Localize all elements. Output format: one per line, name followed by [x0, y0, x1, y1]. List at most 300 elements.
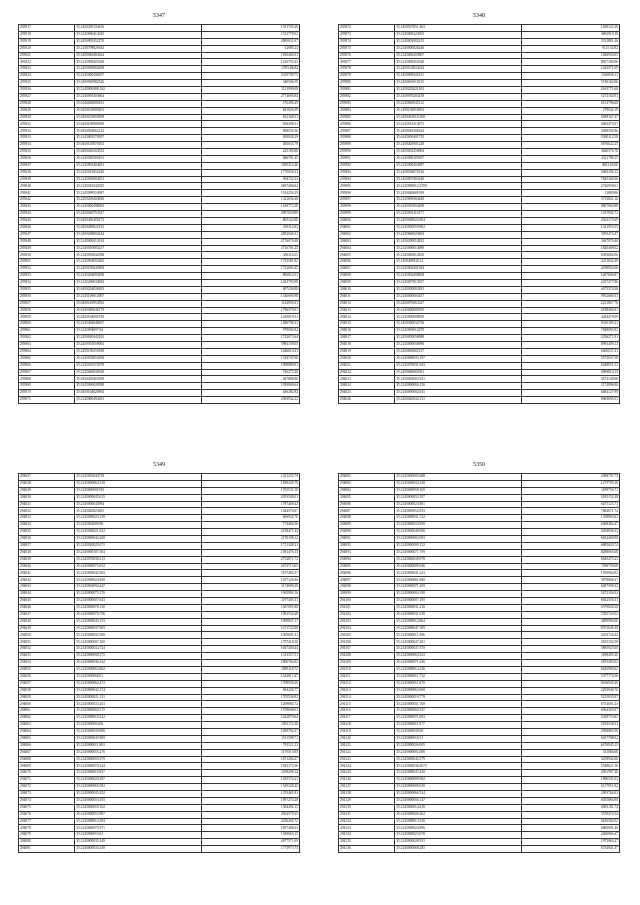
coordinate-cell: 35.2145000071.003: [395, 715, 521, 722]
value-cell: 1044570.67: [201, 508, 299, 515]
table-row: [19, 604, 300, 611]
table-row: [19, 355, 300, 362]
table-row: [19, 45, 300, 52]
table-row: [19, 494, 300, 501]
coordinate-cell: 35.2145000494301: [75, 397, 201, 404]
coordinate-cell: 35.2450020044.131: [395, 397, 521, 404]
value-cell: 5272102.01: [521, 93, 619, 100]
table-row: [19, 515, 300, 522]
value-cell: 1050112.46: [201, 162, 299, 169]
coordinate-cell: 35.2145000453097: [395, 162, 521, 169]
coordinate-cell: 35.2145000020246: [395, 45, 521, 52]
value-cell: 12985.24: [201, 45, 299, 52]
row-id-cell: 293939: [19, 176, 75, 183]
value-cell: 1909847.17: [201, 618, 299, 625]
coordinate-cell: 35.2145000050.162: [75, 804, 201, 811]
row-id-cell: 293973: [339, 31, 395, 38]
coordinate-cell: 35.2145000060.515: [75, 708, 201, 715]
value-cell: 1511598.71: [201, 735, 299, 742]
row-id-cell: 293960: [19, 321, 75, 328]
row-id-cell: 294091: [339, 536, 395, 543]
row-id-cell: 294037: [19, 542, 75, 549]
row-id-cell: 293947: [19, 231, 75, 238]
table-row: [19, 818, 300, 825]
coordinate-cell: 35.1450040601059: [395, 190, 521, 197]
row-id-cell: 294053: [19, 653, 75, 660]
value-cell: 1787469.42: [201, 501, 299, 508]
row-id-cell: 294102: [339, 611, 395, 618]
table-row: [339, 266, 620, 273]
table-row: [19, 59, 300, 66]
value-cell: 841926.59: [201, 107, 299, 114]
coordinate-cell: 35.2145002082415: [395, 38, 521, 45]
value-cell: 6379828.38: [521, 604, 619, 611]
table-row: [19, 811, 300, 818]
row-id-cell: 293968: [19, 376, 75, 383]
coordinate-cell: 35.2145000024.896: [395, 825, 521, 832]
value-cell: 1578848.03: [201, 708, 299, 715]
value-cell: 7645160.38: [521, 176, 619, 183]
table-row: [339, 183, 620, 190]
row-id-cell: 294096: [339, 570, 395, 577]
row-id-cell: 293993: [339, 169, 395, 176]
row-id-cell: 293958: [19, 307, 75, 314]
table-row: [19, 217, 300, 224]
row-id-cell: 294128: [339, 790, 395, 797]
coordinate-cell: 35.2145000004.06: [75, 722, 201, 729]
value-cell: 4443479.09: [521, 314, 619, 321]
row-id-cell: 294047: [19, 611, 75, 618]
table-row: [339, 515, 620, 522]
value-cell: 1546956.11: [521, 73, 619, 80]
value-cell: 5578474.54: [521, 811, 619, 818]
row-id-cell: 293935: [19, 149, 75, 156]
row-id-cell: 293933: [19, 135, 75, 142]
coordinate-cell: 35.2145000032.569: [75, 632, 201, 639]
coordinate-cell: 35.2145000030.906: [75, 728, 201, 735]
table-row: [19, 245, 300, 252]
table-row: [339, 293, 620, 300]
value-cell: 2852046.31: [201, 231, 299, 238]
coordinate-cell: 35.2145095403604: [75, 93, 201, 100]
table-row: [339, 756, 620, 763]
row-id-cell: 294126: [339, 777, 395, 784]
table-row: [339, 763, 620, 770]
coordinate-cell: 35.2145000324503: [395, 31, 521, 38]
coordinate-cell: 35.2145000033.249: [75, 846, 201, 853]
row-id-cell: 294072: [19, 784, 75, 791]
coordinate-cell: 35.2145000003457: [395, 293, 521, 300]
value-cell: 1770050.31: [201, 169, 299, 176]
coordinate-cell: 35.2145000013.336: [395, 818, 521, 825]
row-id-cell: 294007: [339, 266, 395, 273]
row-id-cell: 294045: [19, 598, 75, 605]
value-cell: 5573047.58: [521, 355, 619, 362]
table-row: [339, 825, 620, 832]
table-row: [19, 162, 300, 169]
value-cell: 1091172.38: [201, 722, 299, 729]
value-cell: 1722073.64: [201, 335, 299, 342]
row-id-cell: 293926: [19, 87, 75, 94]
value-cell: 1023971.09: [521, 66, 619, 73]
value-cell: 2583932.22: [201, 397, 299, 404]
row-id-cell: 293983: [339, 100, 395, 107]
table-row: [19, 362, 300, 369]
coordinate-cell: 35.2145000011.496: [395, 632, 521, 639]
row-id-cell: 294092: [339, 542, 395, 549]
table-row: [339, 390, 620, 397]
value-cell: 2176070.48: [201, 238, 299, 245]
coordinate-cell: 35.2145000002.041: [395, 390, 521, 397]
coordinate-cell: 35.2145000002.093: [395, 536, 521, 543]
value-cell: 1364492.15: [201, 804, 299, 811]
row-id-cell: 293995: [339, 183, 395, 190]
value-cell: 2158471.44: [201, 529, 299, 536]
coordinate-cell: 35.2145000045112: [395, 100, 521, 107]
table-row: [339, 784, 620, 791]
table-row: [19, 625, 300, 632]
table-row: [19, 735, 300, 742]
table-row: [339, 832, 620, 839]
row-id-cell: 294006: [339, 259, 395, 266]
table-row: [19, 73, 300, 80]
table-row: [19, 480, 300, 487]
value-cell: 1810469.51: [201, 52, 299, 59]
row-id-cell: 294135: [339, 839, 395, 846]
table-row: [339, 45, 620, 52]
table-row: [339, 59, 620, 66]
row-id-cell: 294119: [339, 728, 395, 735]
value-cell: 1914256.29: [201, 190, 299, 197]
table-row: [19, 536, 300, 543]
table-row: [339, 107, 620, 114]
table-row: [19, 639, 300, 646]
value-cell: 6487598.23: [521, 584, 619, 591]
table-row: [339, 556, 620, 563]
table-row: [339, 31, 620, 38]
row-id-cell: 294009: [339, 279, 395, 286]
row-id-cell: 293963: [19, 341, 75, 348]
value-cell: 2716701.25: [201, 245, 299, 252]
row-id-cell: 294118: [339, 722, 395, 729]
coordinate-cell: 35.2145003044718: [75, 474, 201, 481]
coordinate-cell: 35.2145000001925: [75, 487, 201, 494]
value-cell: 1650122.28: [521, 25, 619, 32]
value-cell: 6885629.74: [521, 542, 619, 549]
row-id-cell: 293918: [19, 31, 75, 38]
value-cell: 456282.82: [201, 390, 299, 397]
coordinate-cell: 35.3450040484364: [75, 52, 201, 59]
row-id-cell: 294131: [339, 811, 395, 818]
value-cell: 267888.90: [201, 376, 299, 383]
row-id-cell: 294132: [339, 818, 395, 825]
value-cell: 9310185.21: [521, 321, 619, 328]
coordinate-cell: 35.2145000031.722: [395, 515, 521, 522]
row-id-cell: 294026: [339, 397, 395, 404]
coordinate-cell: 35.2145000012.394: [75, 818, 201, 825]
coordinate-cell: 35.0450109908399: [75, 121, 201, 128]
coordinate-cell: 35.1450300032730: [395, 321, 521, 328]
coordinate-cell: 35.0450149054592: [75, 300, 201, 307]
row-id-cell: 294100: [339, 598, 395, 605]
table-row: [19, 197, 300, 204]
coordinate-cell: 35.2145048038549: [75, 369, 201, 376]
coordinate-cell: 35.2145030042588: [75, 252, 201, 259]
value-cell: 4198952.66: [521, 266, 619, 273]
value-cell: 485633.79: [201, 142, 299, 149]
row-id-cell: 294107: [339, 646, 395, 653]
row-id-cell: 294089: [339, 522, 395, 529]
table-row: [19, 549, 300, 556]
value-cell: 1339663.15: [201, 832, 299, 839]
table-row: [339, 217, 620, 224]
value-cell: 6457788.02: [521, 735, 619, 742]
row-id-cell: 293951: [19, 259, 75, 266]
table-row: [339, 121, 620, 128]
value-cell: 1321953.55: [521, 224, 619, 231]
coordinate-cell: 35.2145000412014: [75, 238, 201, 245]
value-cell: 5319799.75: [201, 73, 299, 80]
row-id-cell: 293934: [19, 142, 75, 149]
value-cell: 1174009.29: [201, 584, 299, 591]
row-id-cell: 294042: [19, 577, 75, 584]
row-id-cell: 294071: [19, 777, 75, 784]
coordinate-cell: 35.2145000052.197: [395, 494, 521, 501]
row-id-cell: 294087: [339, 508, 395, 515]
table-row: [19, 501, 300, 508]
table-row: [19, 832, 300, 839]
row-id-cell: 293977: [339, 59, 395, 66]
value-cell: 1705536.92: [201, 694, 299, 701]
value-cell: 1858445.79: [201, 480, 299, 487]
row-id-cell: 294088: [339, 515, 395, 522]
value-cell: 1174996.80: [521, 383, 619, 390]
coordinate-cell: 35.2145000031.918: [395, 611, 521, 618]
row-id-cell: 294005: [339, 252, 395, 259]
coordinate-cell: 35.2145000035.197: [395, 355, 521, 362]
row-id-cell: 293959: [19, 314, 75, 321]
table-row: [19, 369, 300, 376]
value-cell: 1358963.63: [521, 515, 619, 522]
row-id-cell: 293944: [19, 211, 75, 218]
row-id-cell: 294080: [19, 839, 75, 846]
row-id-cell: 293925: [19, 80, 75, 87]
value-cell: 2231867.76: [521, 300, 619, 307]
row-id-cell: 294112: [339, 680, 395, 687]
table-row: [339, 839, 620, 846]
table-row: [339, 128, 620, 135]
table-row: [339, 625, 620, 632]
table-row: [339, 529, 620, 536]
document-page-1: [18, 10, 300, 447]
table-row: [19, 224, 300, 231]
value-cell: 1467666.87: [521, 273, 619, 280]
table-row: [339, 190, 620, 197]
table-row: [19, 825, 300, 832]
coordinate-cell: 35.0450103900201: [75, 107, 201, 114]
table-row: [19, 204, 300, 211]
table-row: [339, 818, 620, 825]
row-id-cell: 293998: [339, 204, 395, 211]
table-row: [19, 708, 300, 715]
table-row: [19, 183, 300, 190]
table-row: [19, 784, 300, 791]
row-id-cell: 294014: [339, 314, 395, 321]
value-cell: 1336690.98: [201, 293, 299, 300]
coordinate-cell: 35.2450070063347: [395, 300, 521, 307]
value-cell: 1045175.36: [201, 763, 299, 770]
table-row: [339, 197, 620, 204]
row-id-cell: 294105: [339, 632, 395, 639]
row-id-cell: 294018: [339, 341, 395, 348]
coordinate-cell: 35.2145000034.990: [395, 522, 521, 529]
coordinate-cell: 35.2145000037.083: [75, 625, 201, 632]
value-cell: 2098797.75: [521, 474, 619, 481]
coordinate-cell: 35.2145009304449: [395, 197, 521, 204]
row-id-cell: 294056: [19, 673, 75, 680]
table-row: [19, 169, 300, 176]
coordinate-cell: 35.2145000010.532: [75, 715, 201, 722]
table-row: [19, 653, 300, 660]
row-id-cell: 293967: [19, 369, 75, 376]
row-id-cell: 294068: [19, 756, 75, 763]
table-row: [19, 293, 300, 300]
row-id-cell: 294095: [339, 563, 395, 570]
value-cell: 1455172.21: [201, 777, 299, 784]
table-row: [19, 279, 300, 286]
value-cell: 3878806.37: [521, 577, 619, 584]
coordinate-cell: 35.2450501059003: [75, 341, 201, 348]
value-cell: 1708939.26: [201, 680, 299, 687]
row-id-cell: 293982: [339, 93, 395, 100]
row-id-cell: 293966: [19, 362, 75, 369]
table-row: [19, 52, 300, 59]
coordinate-cell: 35.0450040204552: [75, 149, 201, 156]
row-id-cell: 294069: [19, 763, 75, 770]
coordinate-cell: 35.2145000024.958: [75, 577, 201, 584]
coordinate-cell: 35.2450020753327: [75, 211, 201, 218]
table-row: [19, 660, 300, 667]
table-row: [339, 149, 620, 156]
coordinate-cell: 35.1450009345411: [395, 73, 521, 80]
row-id-cell: 293946: [19, 224, 75, 231]
table-row: [19, 176, 300, 183]
table-row: [339, 536, 620, 543]
row-id-cell: 294060: [19, 701, 75, 708]
table-row: [339, 93, 620, 100]
row-id-cell: 294083: [339, 480, 395, 487]
value-cell: 356114.55: [201, 252, 299, 259]
value-cell: 8993409.12: [521, 341, 619, 348]
value-cell: 2257477.86: [521, 279, 619, 286]
row-id-cell: 294040: [19, 563, 75, 570]
row-id-cell: 293940: [19, 183, 75, 190]
value-cell: 5733821.16: [521, 197, 619, 204]
table-row: [339, 666, 620, 673]
table-row: [19, 673, 300, 680]
value-cell: 1019747.66: [201, 355, 299, 362]
row-id-cell: 294024: [339, 383, 395, 390]
table-row: [19, 728, 300, 735]
coordinate-cell: 35.2145000042.208: [75, 536, 201, 543]
row-id-cell: 293991: [339, 155, 395, 162]
row-id-cell: 294077: [19, 818, 75, 825]
row-id-cell: 293980: [339, 80, 395, 87]
table-row: [339, 100, 620, 107]
row-id-cell: 294063: [19, 722, 75, 729]
row-id-cell: 294078: [19, 825, 75, 832]
coordinate-cell: 35.2145909205160: [75, 59, 201, 66]
coordinate-cell: 35.2145000060.547: [395, 708, 521, 715]
table-row: [339, 369, 620, 376]
value-cell: 3572138.68: [521, 376, 619, 383]
row-id-cell: 293917: [19, 25, 75, 32]
table-row: [19, 742, 300, 749]
value-cell: 9912680.51: [521, 293, 619, 300]
coordinate-cell: 35.2145000055.276: [75, 749, 201, 756]
coordinate-cell: 35.2145000052.933: [395, 508, 521, 515]
row-id-cell: 294130: [339, 804, 395, 811]
value-cell: 1723581.82: [201, 259, 299, 266]
value-cell: 5035152.48: [521, 494, 619, 501]
row-id-cell: 294055: [19, 666, 75, 673]
coordinate-cell: 35.2145000028.931: [395, 839, 521, 846]
coordinate-cell: 35.2145000060.136: [395, 383, 521, 390]
row-id-cell: 294050: [19, 632, 75, 639]
coordinate-cell: 35.1450007404140: [395, 176, 521, 183]
coordinate-cell: 35.2145029442925: [75, 183, 201, 190]
value-cell: 6460037.41: [521, 348, 619, 355]
row-id-cell: 293984: [339, 107, 395, 114]
coordinate-cell: 35.2145000042.274: [75, 687, 201, 694]
table-row: [19, 93, 300, 100]
row-id-cell: 294064: [19, 728, 75, 735]
coordinate-cell: 35.0450103850309: [75, 114, 201, 121]
coordinate-cell: 35.2145000030.00: [395, 728, 521, 735]
value-cell: 1365691.41: [201, 632, 299, 639]
table-row: [339, 114, 620, 121]
coordinate-cell: 35.2145000035.249: [75, 839, 201, 846]
value-cell: 1775973.75: [201, 846, 299, 853]
table-row: [339, 632, 620, 639]
value-cell: 6117951.82: [521, 784, 619, 791]
row-id-cell: 294094: [339, 556, 395, 563]
coordinate-cell: 35.2145000098.375: [75, 653, 201, 660]
value-cell: 1121999.08: [201, 87, 299, 94]
coordinate-cell: 35.2145000063.962: [75, 666, 201, 673]
table-row: [19, 100, 300, 107]
value-cell: 6504303.97: [521, 708, 619, 715]
value-cell: 1800784.82: [201, 660, 299, 667]
coordinate-cell: 35.0450105870103: [75, 142, 201, 149]
coordinate-cell: 35.2450190045894: [75, 266, 201, 273]
table-row: [19, 307, 300, 314]
value-cell: 331084.66: [521, 749, 619, 756]
row-id-cell: 293994: [339, 176, 395, 183]
value-cell: 6055866.90: [521, 797, 619, 804]
coordinate-cell: 35.2145000048.966: [395, 529, 521, 536]
coordinate-cell: 35.0450409022133: [75, 224, 201, 231]
value-cell: 650028.29: [201, 135, 299, 142]
table-row: [339, 790, 620, 797]
row-id-cell: 293921: [19, 52, 75, 59]
coordinate-cell: 35.2145000036.4675: [395, 763, 521, 770]
value-cell: 6881101.74: [521, 804, 619, 811]
coordinate-cell: 35.2145000036.322: [75, 660, 201, 667]
table-row: [19, 25, 300, 32]
table-row: [339, 618, 620, 625]
coordinate-cell: 35.2145000011.863: [75, 742, 201, 749]
